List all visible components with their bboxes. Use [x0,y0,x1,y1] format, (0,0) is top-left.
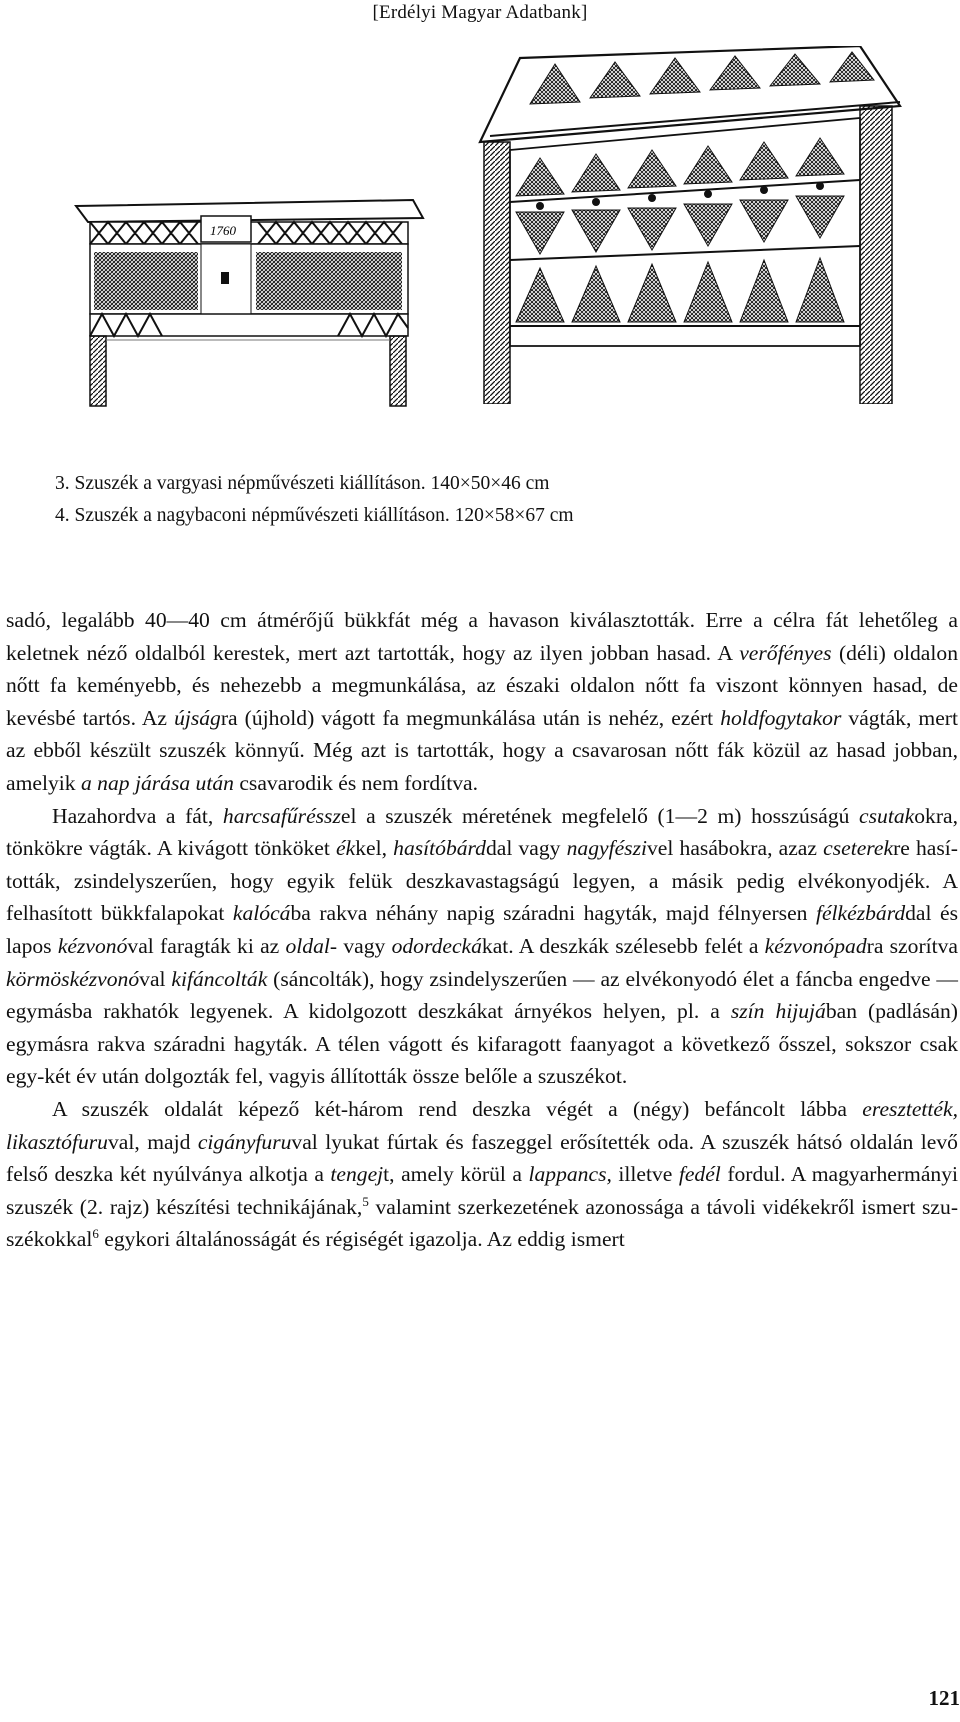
body-text [6,604,958,1256]
figure-3-chest-drawing [68,188,428,413]
figure-4-chest-drawing [460,46,934,404]
paragraph-2: Hazahordva a fát, harcsafűrésszel a szuszék méretének megfelelő (1—2 m) hosszúságú csutakokra, tönkökre vágták. A kivágott tönköket ékkel, hasítóbárddal vagy nagyfészivel hasábokra, azaz cseterekre hasították, zsindelyszerűen, hogy egyik felük deszkavastagságú legyen, a másik pedig elvékonyodjék. A felhasított bükkfalapokat kalócába rakva néhány napig száradni hagyták, majd félnyersen félkézbárddal és lapos kézvonóval faragták ki az oldal- vagy odordeckákat. A deszkák szélesebb felét a kézvonópadra szorítva körmöskézvonóval kifáncolták (sáncolták), hogy zsindelyszerűen — az elvékonyodó élet a fáncba engedve — egymásba rakhatók legyenek. A kidolgozott deszkákat árnyékos helyen, pl. a szín hijujában (padlásán) egymásra rakva száradni hagyták. A télen vágott és kifaragott faanyagot a következő ősszel, sokszor csak egy-két év után dolgozták fel, vagyis állították össze belőle a szuszékot. [6,803,959,1089]
caption-figure-4: 4. Szuszék a nagybaconi népművészeti kiállításon. 120×58×67 cm [55,505,574,526]
figure-captions [55,468,574,532]
footnote-ref-5: 5 [362,1193,369,1209]
paragraph-1: sadó, legalább 40—40 cm átmérőjű bükkfát még a havason kiválasztották. Erre a célra fát lehetőleg a keletnek néző oldalból kerestek, mert azt tartották, hogy az ilyen jobban hasad. A verőfényes (déli) oldalon nőtt fa keményebb, és nehezebb a megmunkálása, az északi oldalon nőtt fa viszont könnyen hasad, de kevésbé tartós. Az újságra (újhold) vágott fa megmunkálása után is nehéz, ezért holdfogytakor vágták, mert az ebből készült szuszék könnyű. Még azt is tartották, hogy a csavarosan nőtt fák közül az hasad jobban, amelyik a nap járása után csavarodik és nem fordítva. [6,608,958,795]
footnote-ref-6: 6 [92,1226,99,1242]
page-number: 121 [928,1686,960,1710]
carved-year: 1760 [210,223,236,238]
source-header: [Erdélyi Magyar Adatbank] [372,2,588,23]
paragraph-3: A szuszék oldalát képező két-három rend deszka végét a (négy) befáncolt lábba eresztették, likasztófuruval, majd cigányfuruval lyukat fúrtak és faszeggel erősítették oda. A szuszék hátsó oldalán levő felső deszka két nyúlványa alkotja a tengejt, amely körül a lappancs, illetve fedél fordul. A magyarhermányi szuszék (2. rajz) készítési technikájának,$^5$ valamint szerkezetének azonossága a távoli vidékekről ismert szuszékokkal$^6$ egykori általánosságát és régiségét igazolja. Az eddig ismert [6,1096,959,1252]
caption-figure-3: 3. Szuszék a vargyasi népművészeti kiállításon. 140×50×46 cm [55,473,550,494]
